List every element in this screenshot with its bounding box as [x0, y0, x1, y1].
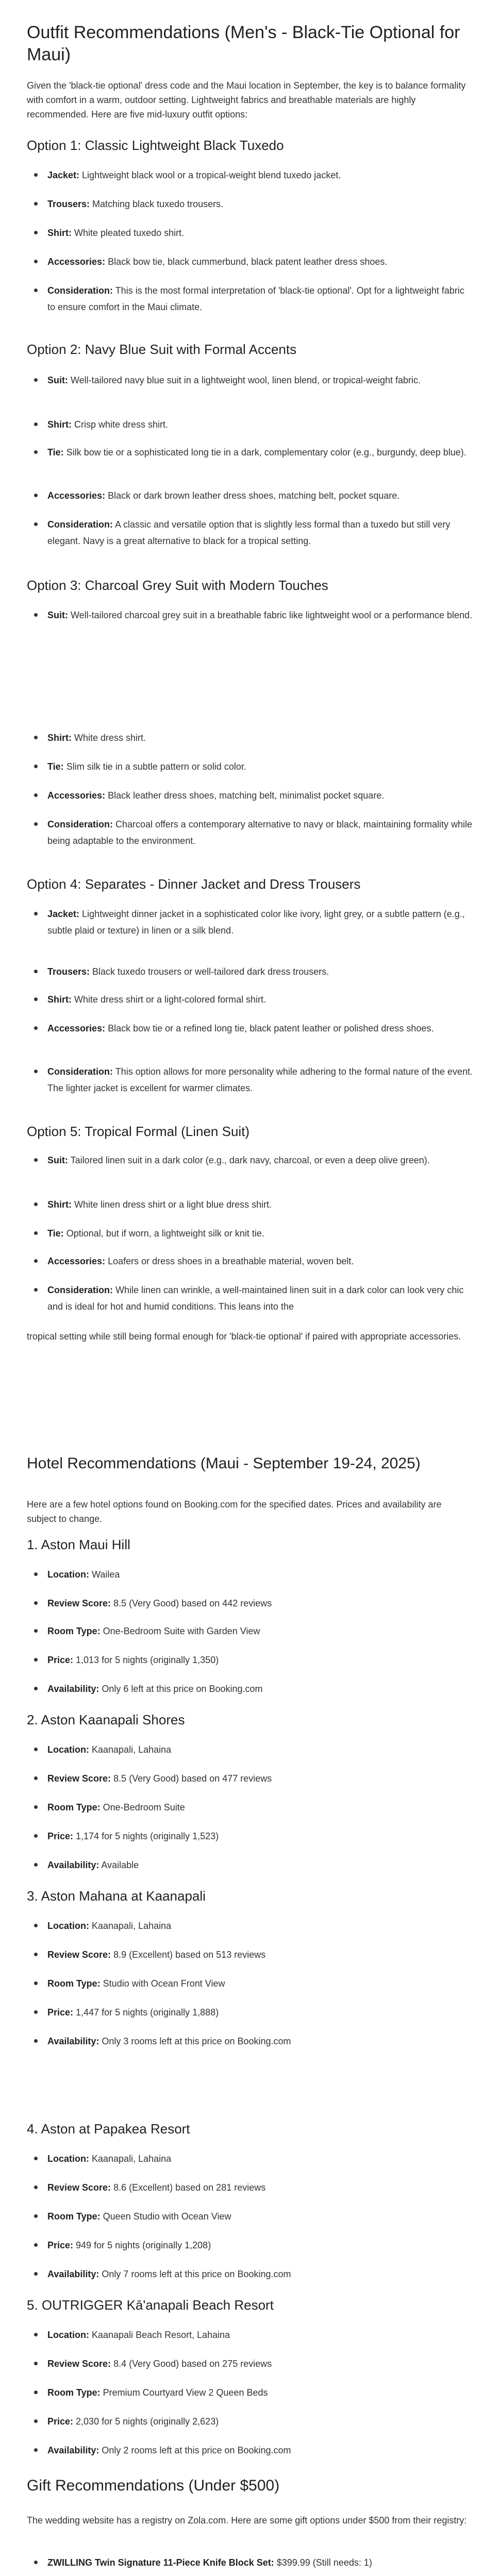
option-5-heading: Option 5: Tropical Formal (Linen Suit): [27, 1124, 250, 1139]
hotel-3-list: [27, 1975, 473, 1992]
hotel-4-list: [27, 2208, 473, 2225]
list-item: Jacket: Lightweight black wool or a tropical-weight blend tuxedo jacket.: [27, 167, 473, 183]
hotel-2-list: [27, 1857, 473, 1873]
list-item: Trousers: Matching black tuxedo trousers.: [27, 196, 473, 212]
hotel-2-list: [27, 1770, 473, 1787]
option-3-list: [27, 607, 473, 623]
list-item: Room Type: One-Bedroom Suite: [27, 1799, 473, 1816]
option-5-list: [27, 1196, 473, 1213]
list-item: Shirt: White linen dress shirt or a light blue dress shirt.: [27, 1196, 473, 1213]
list-item: Trousers: Black tuxedo trousers or well-tailored dark dress trousers.: [27, 963, 473, 980]
hotel-4-list: [27, 2266, 473, 2282]
list-item: Suit: Well-tailored charcoal grey suit in a breathable fabric like lightweight wool or a performance blend.: [27, 607, 473, 623]
hotel-2-heading: 2. Aston Kaanapali Shores: [27, 1712, 185, 1727]
list-item: ZWILLING Twin Signature 11-Piece Knife Block Set: $399.99 (Still needs: 1): [27, 2554, 473, 2571]
hotel-1-list: [27, 1681, 473, 1697]
hotel-3-list: [27, 2004, 473, 2021]
option-1-list: [27, 167, 473, 183]
list-item: Location: Kaanapali Beach Resort, Lahaina: [27, 2327, 473, 2343]
list-item: Accessories: Loafers or dress shoes in a breathable material, woven belt.: [27, 1253, 473, 1269]
option-5-tail: tropical setting while still being formal enough for 'black-tie optional' if paired with appropriate accessories.: [27, 1331, 461, 1342]
list-item: Price: 1,447 for 5 nights (originally 1,888): [27, 2004, 473, 2021]
option-3-list: [27, 730, 473, 746]
option-5-list: [27, 1253, 473, 1269]
option-4-list: [27, 991, 473, 1008]
hotel-3-list: [27, 2033, 473, 2049]
hotel-intro: Here are a few hotel options found on Booking.com for the specified dates. Prices and availability are subject to change.: [27, 1499, 442, 1524]
option-4-heading: Option 4: Separates - Dinner Jacket and Dress Trousers: [27, 876, 361, 892]
list-item: Availability: Available: [27, 1857, 473, 1873]
list-item: Consideration: Charcoal offers a contemporary alternative to navy or black, maintaining formality while being adaptable to the environment.: [27, 816, 473, 849]
list-item: Suit: Well-tailored navy blue suit in a lightweight wool, linen blend, or tropical-weight fabric.: [27, 372, 473, 388]
list-item: Availability: Only 2 rooms left at this price on Booking.com: [27, 2442, 473, 2459]
option-1-list: [27, 282, 473, 315]
hotel-4-list: [27, 2150, 473, 2167]
hotel-2-list: [27, 1741, 473, 1758]
hotel-3-list: [27, 1918, 473, 1934]
list-item: Accessories: Black leather dress shoes, matching belt, minimalist pocket square.: [27, 787, 473, 804]
option-3-list: [27, 758, 473, 775]
list-item: Price: 949 for 5 nights (originally 1,208): [27, 2237, 473, 2253]
list-item: Consideration: This is the most formal interpretation of 'black-tie optional'. Opt for a lightweight fabric to ensure comfort in the Maui climate.: [27, 282, 473, 315]
list-item: Room Type: Queen Studio with Ocean View: [27, 2208, 473, 2225]
hotel-2-list: [27, 1828, 473, 1844]
list-item: Availability: Only 7 rooms left at this price on Booking.com: [27, 2266, 473, 2282]
list-item: Tie: Slim silk tie in a subtle pattern or solid color.: [27, 758, 473, 775]
gift-list: [27, 2554, 473, 2571]
list-item: Availability: Only 3 rooms left at this price on Booking.com: [27, 2033, 473, 2049]
list-item: Review Score: 8.5 (Very Good) based on 442 reviews: [27, 1595, 473, 1612]
option-2-list: [27, 487, 473, 504]
list-item: Shirt: Crisp white dress shirt.: [27, 416, 473, 433]
option-2-heading: Option 2: Navy Blue Suit with Formal Accents: [27, 342, 297, 357]
option-2-list: [27, 416, 473, 433]
hotel-5-heading: 5. OUTRIGGER Kā'anapali Beach Resort: [27, 2297, 274, 2313]
option-4-list: [27, 1020, 473, 1037]
hotel-3-heading: 3. Aston Mahana at Kaanapali: [27, 1888, 206, 1904]
list-item: Location: Kaanapali, Lahaina: [27, 1918, 473, 1934]
gift-section-title: Gift Recommendations (Under $500): [27, 2477, 280, 2494]
list-item: Location: Kaanapali, Lahaina: [27, 2150, 473, 2167]
list-item: Room Type: Studio with Ocean Front View: [27, 1975, 473, 1992]
option-1-list: [27, 225, 473, 241]
hotel-1-list: [27, 1566, 473, 1583]
hotel-2-list: [27, 1799, 473, 1816]
hotel-5-list: [27, 2442, 473, 2459]
hotel-1-list: [27, 1623, 473, 1639]
list-item: Location: Kaanapali, Lahaina: [27, 1741, 473, 1758]
hotel-5-list: [27, 2384, 473, 2401]
list-item: Shirt: White dress shirt.: [27, 730, 473, 746]
list-item: Availability: Only 6 left at this price on Booking.com: [27, 1681, 473, 1697]
option-5-list: [27, 1282, 473, 1315]
list-item: Shirt: White dress shirt or a light-colored formal shirt.: [27, 991, 473, 1008]
option-2-list: [27, 516, 473, 549]
hotel-3-list: [27, 1946, 473, 1963]
list-item: Price: 1,013 for 5 nights (originally 1,350): [27, 1652, 473, 1668]
option-5-list: [27, 1225, 473, 1242]
hotel-5-list: [27, 2355, 473, 2372]
list-item: Review Score: 8.4 (Very Good) based on 275 reviews: [27, 2355, 473, 2372]
hotel-section-title: Hotel Recommendations (Maui - September 19-24, 2025): [27, 1455, 421, 1472]
option-4-list: [27, 963, 473, 980]
list-item: Review Score: 8.5 (Very Good) based on 477 reviews: [27, 1770, 473, 1787]
list-item: Tie: Silk bow tie or a sophisticated long tie in a dark, complementary color (e.g., burgundy, deep blue).: [27, 444, 473, 461]
list-item: Suit: Tailored linen suit in a dark color (e.g., dark navy, charcoal, or even a deep olive green).: [27, 1152, 473, 1168]
list-item: Consideration: While linen can wrinkle, a well-maintained linen suit in a dark color can look very chic and is ideal for hot and humid conditions. This leans into the: [27, 1282, 473, 1315]
option-4-list: [27, 1063, 473, 1096]
hotel-4-list: [27, 2237, 473, 2253]
list-item: Price: 2,030 for 5 nights (originally 2,623): [27, 2413, 473, 2430]
list-item: Accessories: Black bow tie, black cummerbund, black patent leather dress shoes.: [27, 253, 473, 270]
outfit-section-title: Outfit Recommendations (Men's - Black-Tie Optional for Maui): [27, 23, 460, 64]
option-3-heading: Option 3: Charcoal Grey Suit with Modern Touches: [27, 578, 328, 593]
hotel-1-heading: 1. Aston Maui Hill: [27, 1537, 130, 1552]
hotel-5-list: [27, 2413, 473, 2430]
option-1-list: [27, 253, 473, 270]
option-5-list: [27, 1152, 473, 1168]
hotel-1-list: [27, 1652, 473, 1668]
option-1-heading: Option 1: Classic Lightweight Black Tuxedo: [27, 138, 284, 153]
list-item: Location: Wailea: [27, 1566, 473, 1583]
list-item: Review Score: 8.9 (Excellent) based on 513 reviews: [27, 1946, 473, 1963]
list-item: Shirt: White pleated tuxedo shirt.: [27, 225, 473, 241]
hotel-4-list: [27, 2179, 473, 2196]
list-item: Jacket: Lightweight dinner jacket in a sophisticated color like ivory, light grey, or a subtle pattern (e.g., subtle plaid or texture) in linen or a silk blend.: [27, 906, 473, 939]
list-item: Accessories: Black or dark brown leather dress shoes, matching belt, pocket square.: [27, 487, 473, 504]
option-3-list: [27, 787, 473, 804]
option-3-list: [27, 816, 473, 849]
outfit-intro: Given the 'black-tie optional' dress code and the Maui location in September, the key is to balance formality with comfort in a warm, outdoor setting. Lightweight fabrics and breathable materials are highly recommended. Here are five mid-luxury outfit options:: [27, 80, 466, 120]
list-item: Price: 1,174 for 5 nights (originally 1,523): [27, 1828, 473, 1844]
list-item: Room Type: One-Bedroom Suite with Garden View: [27, 1623, 473, 1639]
list-item: Room Type: Premium Courtyard View 2 Queen Beds: [27, 2384, 473, 2401]
hotel-5-list: [27, 2327, 473, 2343]
list-item: Tie: Optional, but if worn, a lightweight silk or knit tie.: [27, 1225, 473, 1242]
option-2-list: [27, 444, 473, 461]
gift-intro: The wedding website has a registry on Zola.com. Here are some gift options under $500 from their registry:: [27, 2515, 467, 2526]
hotel-4-heading: 4. Aston at Papakea Resort: [27, 2121, 190, 2137]
list-item: Consideration: This option allows for more personality while adhering to the formal nature of the event. The lighter jacket is excellent for warmer climates.: [27, 1063, 473, 1096]
option-4-list: [27, 906, 473, 939]
list-item: Accessories: Black bow tie or a refined long tie, black patent leather or polished dress shoes.: [27, 1020, 473, 1037]
option-1-list: [27, 196, 473, 212]
hotel-1-list: [27, 1595, 473, 1612]
list-item: Consideration: A classic and versatile option that is slightly less formal than a tuxedo but still very elegant. Navy is a great alternative to black for a tropical setting.: [27, 516, 473, 549]
option-2-list: [27, 372, 473, 388]
list-item: Review Score: 8.6 (Excellent) based on 281 reviews: [27, 2179, 473, 2196]
